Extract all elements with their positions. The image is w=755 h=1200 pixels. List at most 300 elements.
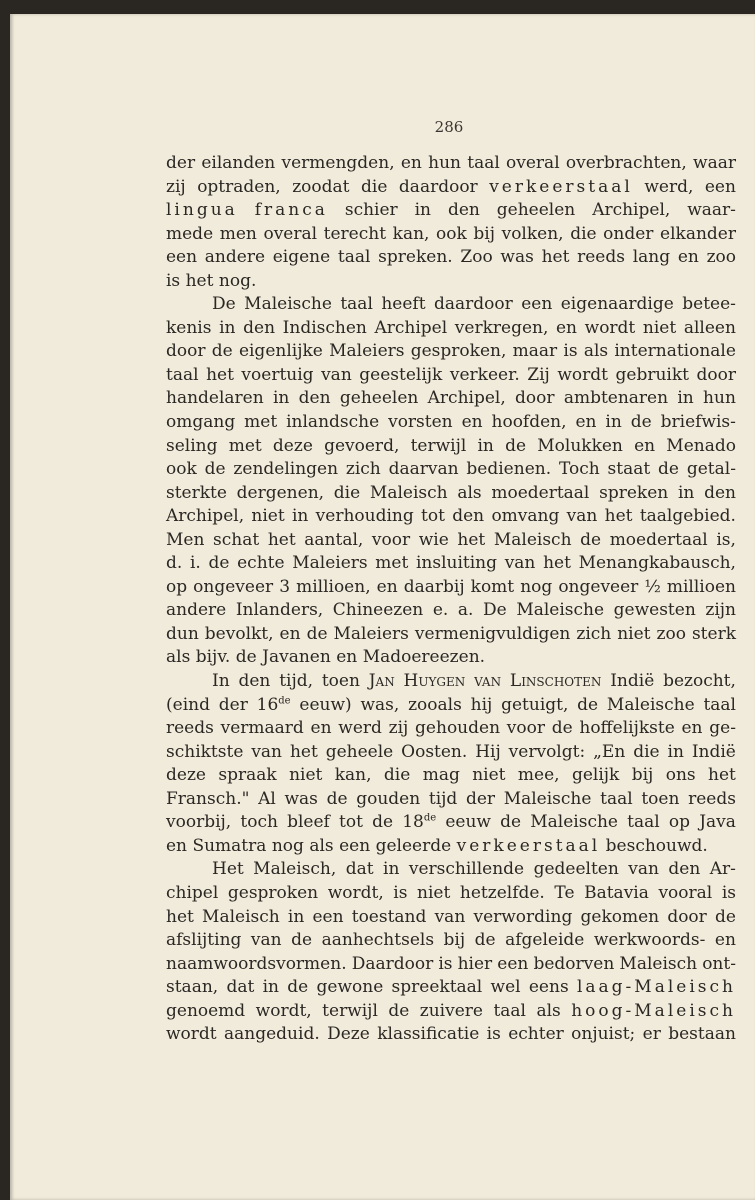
word: hoog-Maleisch — [571, 1000, 736, 1021]
word: reeds — [688, 788, 736, 809]
word: als — [309, 835, 334, 856]
text-line — [166, 882, 736, 906]
word: genoemd — [166, 1000, 246, 1021]
word: Deze — [327, 1024, 370, 1045]
word: „En — [593, 741, 626, 762]
word: toch — [240, 812, 278, 833]
word: bij — [473, 223, 495, 244]
word: de — [291, 930, 313, 951]
text-line — [166, 223, 736, 247]
text-line — [166, 340, 736, 364]
word: in — [219, 317, 236, 338]
word: onder — [603, 223, 654, 244]
word: eens — [528, 977, 569, 998]
word: aangeduid. — [224, 1024, 320, 1045]
word: De — [212, 294, 236, 315]
word: hoofden, — [491, 412, 567, 433]
word: van — [250, 930, 282, 951]
word: voor — [371, 529, 411, 550]
word: kan, — [392, 223, 430, 244]
word: bijv. — [195, 647, 231, 668]
text-line — [166, 458, 736, 482]
word: nog — [271, 835, 304, 856]
word: in — [477, 435, 494, 456]
word: waar- — [687, 200, 736, 221]
word: van — [504, 553, 536, 574]
text-line — [166, 317, 736, 341]
word: Indië — [691, 741, 736, 762]
word: bij — [631, 765, 654, 786]
word: van — [321, 364, 352, 385]
word: geheele — [325, 741, 394, 762]
word: toestand — [351, 906, 427, 927]
word: bezocht, — [663, 671, 736, 692]
word: tot — [339, 812, 363, 833]
word: dergenen, — [236, 482, 325, 503]
word: een — [339, 835, 371, 856]
word: die — [361, 176, 388, 197]
word: het — [604, 506, 633, 527]
word: de — [714, 906, 736, 927]
word: kenis — [166, 317, 212, 338]
word: taalgebied. — [639, 506, 736, 527]
word: schat — [213, 529, 260, 550]
word: is — [166, 270, 181, 291]
word: millioen, — [296, 576, 371, 597]
word: verhouding — [315, 506, 414, 527]
text-line — [166, 176, 736, 200]
word: staan, — [166, 977, 219, 998]
word: lang — [632, 247, 671, 268]
word: verkeerstaal — [489, 176, 633, 197]
text-line — [166, 764, 736, 788]
word: werd — [338, 718, 382, 739]
word: Inlanders, — [235, 600, 324, 621]
word: wel — [490, 977, 521, 998]
word: bevolkt, — [204, 623, 274, 644]
word: zich — [576, 623, 612, 644]
word: Menangkabausch, — [578, 553, 736, 574]
word: toen — [641, 788, 680, 809]
text-line — [166, 929, 736, 953]
word: ook — [166, 459, 197, 480]
word: de — [211, 341, 233, 362]
word: op — [166, 576, 188, 597]
word: gesproken, — [410, 341, 507, 362]
word: Java — [699, 812, 736, 833]
word: eigene — [272, 247, 331, 268]
word: is — [721, 882, 736, 903]
word: die — [333, 482, 361, 503]
word: Daardoor — [351, 953, 434, 974]
word: de — [658, 459, 679, 480]
text-line — [166, 364, 736, 388]
word: taal — [337, 247, 371, 268]
word: van — [566, 506, 598, 527]
word: overbrachten, — [565, 153, 687, 173]
word: moedertaal — [491, 482, 590, 503]
text-line — [166, 646, 736, 670]
word: eeuw) — [299, 694, 352, 715]
word: gesproken — [227, 882, 319, 903]
word: Maleisch — [369, 482, 448, 503]
word: Men — [166, 529, 205, 550]
word: e. — [432, 600, 449, 621]
word: gewesten — [613, 600, 696, 621]
word: de — [505, 435, 527, 456]
word: mede — [166, 223, 214, 244]
word: door — [515, 388, 555, 409]
word: en — [634, 435, 656, 456]
word: ge- — [709, 718, 736, 739]
text-line — [166, 529, 736, 553]
word: Sumatra — [192, 835, 267, 856]
word: taal — [627, 812, 660, 833]
word: en — [310, 718, 332, 739]
word: vermenigvuldigen — [414, 623, 571, 644]
word: insluiting — [415, 553, 498, 574]
word: zij — [388, 718, 409, 739]
word: (eind — [166, 694, 210, 715]
word: overal — [506, 153, 560, 173]
word: Maleisch — [619, 953, 698, 974]
word: in — [262, 977, 279, 998]
word: nog — [520, 576, 553, 597]
word: d. — [166, 553, 183, 574]
word: Indischen — [282, 317, 367, 338]
word: verkregen, — [454, 317, 549, 338]
word: het — [289, 741, 318, 762]
word: niet — [472, 765, 506, 786]
word: de — [326, 788, 348, 809]
word: hoffelijkste — [579, 718, 675, 739]
word: als — [583, 341, 609, 362]
word: aantal, — [304, 529, 364, 550]
word: Maleiers — [333, 623, 409, 644]
text-line — [166, 552, 736, 576]
word: Batavia — [584, 882, 649, 903]
word: schiktste — [166, 741, 244, 762]
word: is — [393, 882, 408, 903]
word: getal- — [686, 459, 736, 480]
word: den — [298, 388, 331, 409]
word: het — [541, 247, 570, 268]
word: hetzelfde. — [459, 882, 545, 903]
word: zijn — [705, 600, 736, 621]
word: taal — [467, 153, 500, 173]
word: bij — [443, 930, 466, 951]
word: het — [457, 529, 486, 550]
word: hier — [457, 953, 493, 974]
word: heeft — [381, 294, 426, 315]
word: verschillende — [408, 859, 525, 880]
word: Javanen — [262, 647, 331, 668]
word: niet — [251, 506, 285, 527]
text-line — [166, 976, 736, 1000]
text-line — [166, 152, 736, 176]
word: van — [434, 906, 466, 927]
word: van — [628, 859, 659, 880]
word: tot — [421, 506, 445, 527]
word: sterkte — [166, 482, 227, 503]
word: ongeveer — [193, 576, 274, 597]
word: in — [414, 200, 431, 221]
word: de — [235, 647, 257, 668]
word: den — [447, 200, 480, 221]
word: is — [486, 1024, 501, 1045]
word: in — [287, 906, 305, 927]
word: er — [642, 1024, 661, 1045]
word: Oosten. — [401, 741, 468, 762]
word: den — [452, 506, 485, 527]
text-line — [166, 694, 736, 718]
word: Maleisch — [202, 906, 280, 927]
text-line — [166, 788, 736, 812]
word: een — [497, 953, 529, 974]
word: volken, — [501, 223, 564, 244]
word: op — [668, 812, 691, 833]
word: 18de — [402, 812, 437, 833]
word: den — [243, 317, 276, 338]
word: gehouden — [415, 718, 501, 739]
word: spraak — [218, 765, 277, 786]
word: Maleische — [516, 600, 605, 621]
word: Jan — [368, 671, 395, 692]
word: sterk — [691, 623, 736, 644]
word: een — [312, 906, 344, 927]
word: laag-Maleisch — [576, 977, 736, 998]
word: kan, — [334, 765, 372, 786]
word: verwording — [473, 906, 573, 927]
word: Chineezen — [332, 600, 424, 621]
word: gevoerd, — [324, 435, 400, 456]
word: verkeer. — [449, 364, 520, 385]
word: klassificatie — [377, 1024, 480, 1045]
word: Archipel, — [166, 506, 245, 527]
word: a. — [457, 600, 474, 621]
text-line — [166, 953, 736, 977]
word: Maleiers — [329, 341, 405, 362]
word: gelijk — [571, 765, 620, 786]
word: Maleische — [244, 294, 332, 315]
word: getuigt, — [501, 694, 569, 715]
word: Zij — [527, 364, 550, 385]
word: voor — [506, 718, 545, 739]
word: de — [306, 623, 328, 644]
word: daarvan — [388, 459, 459, 480]
text-line — [166, 811, 736, 835]
word: maar — [512, 341, 558, 362]
word: gouden — [356, 788, 421, 809]
word: de — [372, 812, 394, 833]
word: inlandsche — [286, 412, 380, 433]
word: de — [388, 1000, 410, 1021]
word: tijd — [428, 788, 458, 809]
word: afslijting — [166, 930, 242, 951]
word: en — [376, 576, 398, 597]
word: en — [677, 247, 699, 268]
book-page — [10, 14, 755, 1200]
word: werkwoords- — [593, 930, 706, 951]
word: de — [474, 930, 496, 951]
word: Zoo — [460, 247, 493, 268]
word: zooals — [408, 694, 462, 715]
word: terwijl — [322, 1000, 378, 1021]
word: Indië — [610, 671, 655, 692]
text-line — [166, 435, 736, 459]
word: de — [287, 977, 309, 998]
word: Het — [212, 859, 244, 880]
word: onjuist; — [571, 1024, 636, 1045]
word: hun — [703, 388, 736, 409]
word: verkeerstaal — [456, 835, 601, 856]
word: nog. — [218, 270, 257, 291]
word: Ar- — [709, 859, 736, 880]
word: taal — [703, 694, 736, 715]
word: reeds — [577, 247, 625, 268]
word: taal — [600, 788, 633, 809]
word: Archipel, — [427, 388, 506, 409]
word: een — [166, 247, 198, 268]
word: der — [218, 694, 248, 715]
text-line — [166, 670, 736, 694]
word: vervolgt: — [508, 741, 586, 762]
word: Linschoten — [509, 671, 602, 692]
word: bleef — [287, 812, 330, 833]
word: eigenlijke — [238, 341, 323, 362]
word: aanhechtsels — [321, 930, 435, 951]
word: en — [714, 930, 736, 951]
word: geheelen — [339, 388, 419, 409]
page-number: 286 — [434, 118, 464, 136]
word: gewone — [316, 977, 384, 998]
word: spreektaal — [391, 977, 483, 998]
word: Maleische — [503, 788, 592, 809]
word: millioen — [666, 576, 736, 597]
word: Madoereezen. — [362, 647, 486, 668]
word: daardoor — [434, 294, 513, 315]
text-line — [166, 411, 736, 435]
word: de — [500, 812, 522, 833]
word: het — [185, 270, 214, 291]
word: daardoor — [398, 176, 478, 197]
word: geleerde — [375, 835, 452, 856]
word: mag — [422, 765, 460, 786]
word: zich — [345, 459, 381, 480]
text-line — [166, 270, 736, 294]
word: in — [677, 388, 694, 409]
word: voorbij, — [166, 812, 232, 833]
word: en — [461, 412, 483, 433]
word: 16de — [256, 694, 291, 715]
body-text — [166, 152, 736, 1047]
word: met — [228, 435, 262, 456]
word: overal — [263, 223, 318, 244]
word: toen — [321, 671, 360, 692]
word: vermaard — [220, 718, 304, 739]
word: was — [500, 247, 534, 268]
word: Archipel — [374, 317, 448, 338]
word: het — [708, 765, 736, 786]
text-line — [166, 623, 736, 647]
text-line — [166, 576, 736, 600]
word: niet — [617, 623, 651, 644]
word: seling — [166, 435, 218, 456]
word: i. — [189, 553, 201, 574]
word: was, — [360, 694, 400, 715]
word: door — [696, 364, 736, 385]
word: handelaren — [166, 388, 264, 409]
word: bedorven — [533, 953, 615, 974]
word: afgeleide — [505, 930, 585, 951]
word: hij — [470, 694, 493, 715]
word: ont- — [702, 953, 736, 974]
word: zoo — [656, 623, 686, 644]
word: wordt — [166, 1024, 217, 1045]
word: Hij — [475, 741, 501, 762]
word: In — [212, 671, 230, 692]
word: dun — [166, 623, 199, 644]
word: ongeveer — [558, 576, 639, 597]
text-line — [166, 505, 736, 529]
word: is — [563, 341, 578, 362]
word: de — [204, 459, 226, 480]
word: naamwoordsvormen. — [166, 953, 347, 974]
word: die — [570, 223, 597, 244]
word: met — [375, 553, 409, 574]
word: een — [521, 294, 553, 315]
word: beschouwd. — [605, 835, 708, 856]
word: der — [465, 788, 496, 809]
word: taal — [493, 1000, 526, 1021]
word: Toch — [558, 459, 600, 480]
word: andere — [166, 600, 227, 621]
word: omgang — [166, 412, 236, 433]
word: niet — [289, 765, 323, 786]
word: reeds — [166, 718, 214, 739]
word: hun — [428, 153, 461, 173]
word: zuivere — [419, 1000, 483, 1021]
word: 3 — [279, 576, 291, 597]
text-line — [166, 387, 736, 411]
word: taal — [340, 294, 373, 315]
word: Maleiers — [292, 553, 368, 574]
word: Maleisch — [493, 529, 572, 550]
word: bestaan — [668, 1024, 736, 1045]
word: Maleisch, — [253, 859, 337, 880]
word: als — [457, 482, 482, 503]
word: zoo — [706, 247, 736, 268]
word: zendelingen — [233, 459, 339, 480]
word: wie — [418, 529, 449, 550]
word: alleen — [683, 317, 736, 338]
word: daarbij — [403, 576, 465, 597]
word: gebruikt — [615, 364, 689, 385]
word: vorsten — [388, 412, 453, 433]
word: Al — [258, 788, 276, 809]
word: Maleische — [606, 694, 695, 715]
word: terwijl — [410, 435, 467, 456]
text-line — [166, 246, 736, 270]
word: in — [272, 388, 290, 409]
word: van — [251, 741, 283, 762]
word: van — [474, 671, 502, 692]
word: den — [238, 671, 271, 692]
word: spreken — [599, 482, 669, 503]
word: voertuig — [241, 364, 314, 385]
text-line — [166, 717, 736, 741]
word: de — [577, 694, 599, 715]
